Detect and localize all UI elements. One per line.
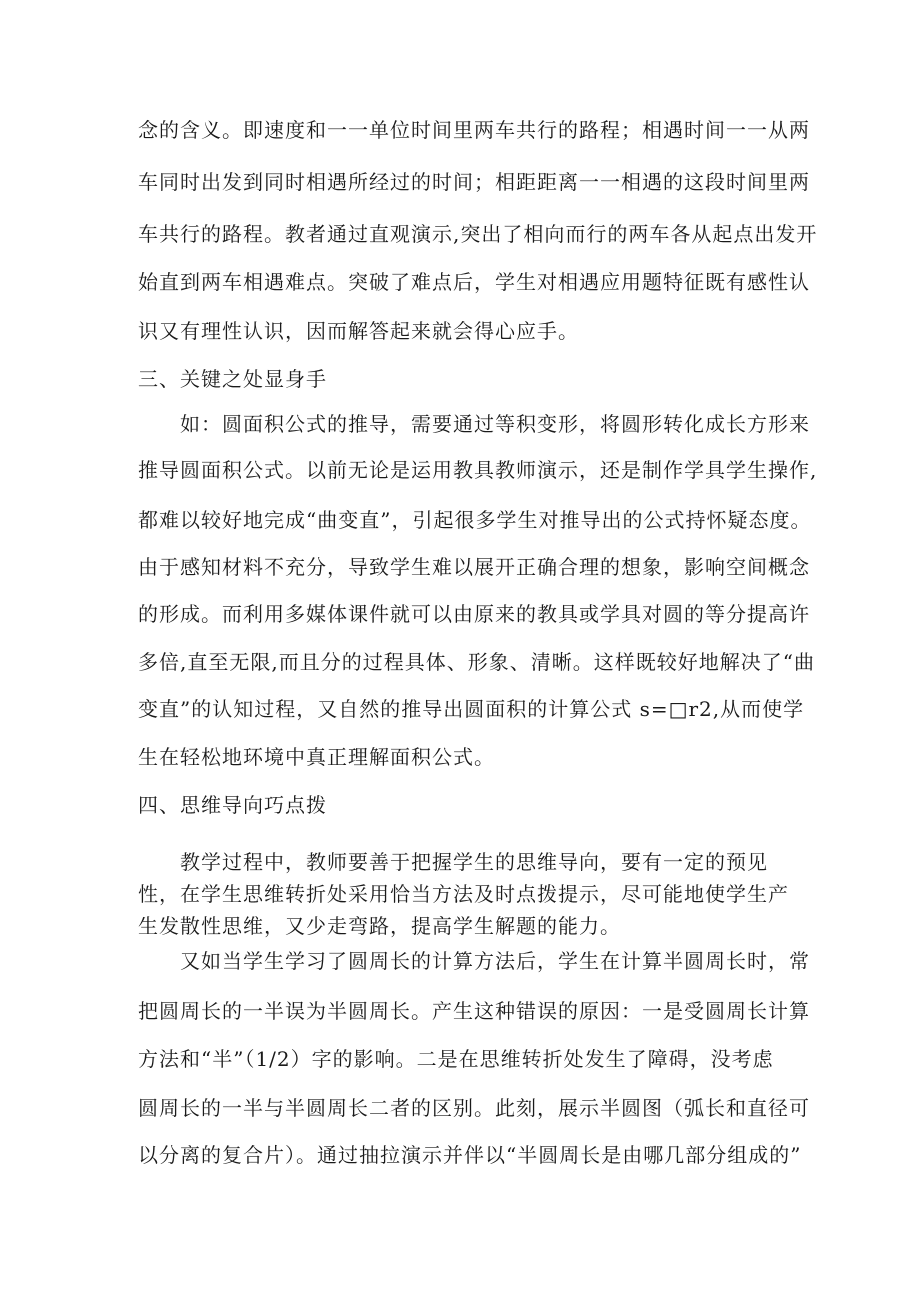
paragraph-4-line: 圆周长的一半与半圆周长二者的区别。此刻，展示半圆图（弧长和直径可 (138, 1096, 810, 1120)
paragraph-1-line: 识又有理性认识，因而解答起来就会得心应手。 (138, 319, 579, 343)
paragraph-1-line: 念的含义。即速度和一一单位时间里两车共行的路程；相遇时间一一从两 (138, 118, 810, 142)
section-heading-3: 三、关键之处显身手 (138, 367, 327, 391)
paragraph-4-line: 以分离的复合片）。通过抽拉演示并伴以“半圆周长是由哪几部分组成的” (138, 1143, 802, 1167)
paragraph-2-line: 变直”的认知过程，又自然的推导出圆面积的计算公式 s=□r2,从而使学 (138, 697, 805, 721)
paragraph-2-line: 由于感知材料不充分，导致学生难以展开正确合理的想象，影响空间概念 (138, 555, 810, 579)
paragraph-3: 教学过程中，教师要善于把握学生的思维导向，要有一定的预见性，在学生思维转折处采用恰当方法及时点拨提示，尽可能地使学生产生发散性思维，又少走弯路，提高学生解题的能力。 (138, 850, 789, 938)
paragraph-1-line: 车同时出发到同时相遇所经过的时间；相距距离一一相遇的这段时间里两 (138, 170, 810, 194)
paragraph-4-line: 又如当学生学习了圆周长的计算方法后，学生在计算半圆周长时，常 (180, 949, 810, 973)
paragraph-2-line: 生在轻松地环境中真正理解面积公式。 (138, 745, 495, 769)
section-heading-4: 四、思维导向巧点拨 (138, 793, 327, 817)
paragraph-2-line: 的形成。而利用多媒体课件就可以由原来的教具或学具对圆的等分提高许 (138, 602, 810, 626)
paragraph-4-line: 方法和“半”（1/2）字的影响。二是在思维转折处发生了障碍，没考虑 (138, 1047, 774, 1071)
paragraph-4-line: 把圆周长的一半误为半圆周长。产生这种错误的原因：一是受圆周长计算 (138, 999, 810, 1023)
paragraph-2-line: 推导圆面积公式。以前无论是运用教具教师演示，还是制作学具学生操作, (138, 458, 818, 482)
paragraph-1-line: 始直到两车相遇难点。突破了难点后，学生对相遇应用题特征既有感性认 (138, 270, 810, 294)
paragraph-2-line: 都难以较好地完成“曲变直”，引起很多学生对推导出的公式持怀疑态度。 (138, 508, 812, 532)
paragraph-1-line: 车共行的路程。教者通过直观演示,突出了相向而行的两车各从起点出发开 (138, 222, 818, 246)
paragraph-2-line: 多倍,直至无限,而且分的过程具体、形象、清晰。这样既较好地解决了“曲 (138, 650, 815, 674)
paragraph-2-line: 如：圆面积公式的推导，需要通过等积变形，将圆形转化成长方形来 (180, 412, 810, 436)
